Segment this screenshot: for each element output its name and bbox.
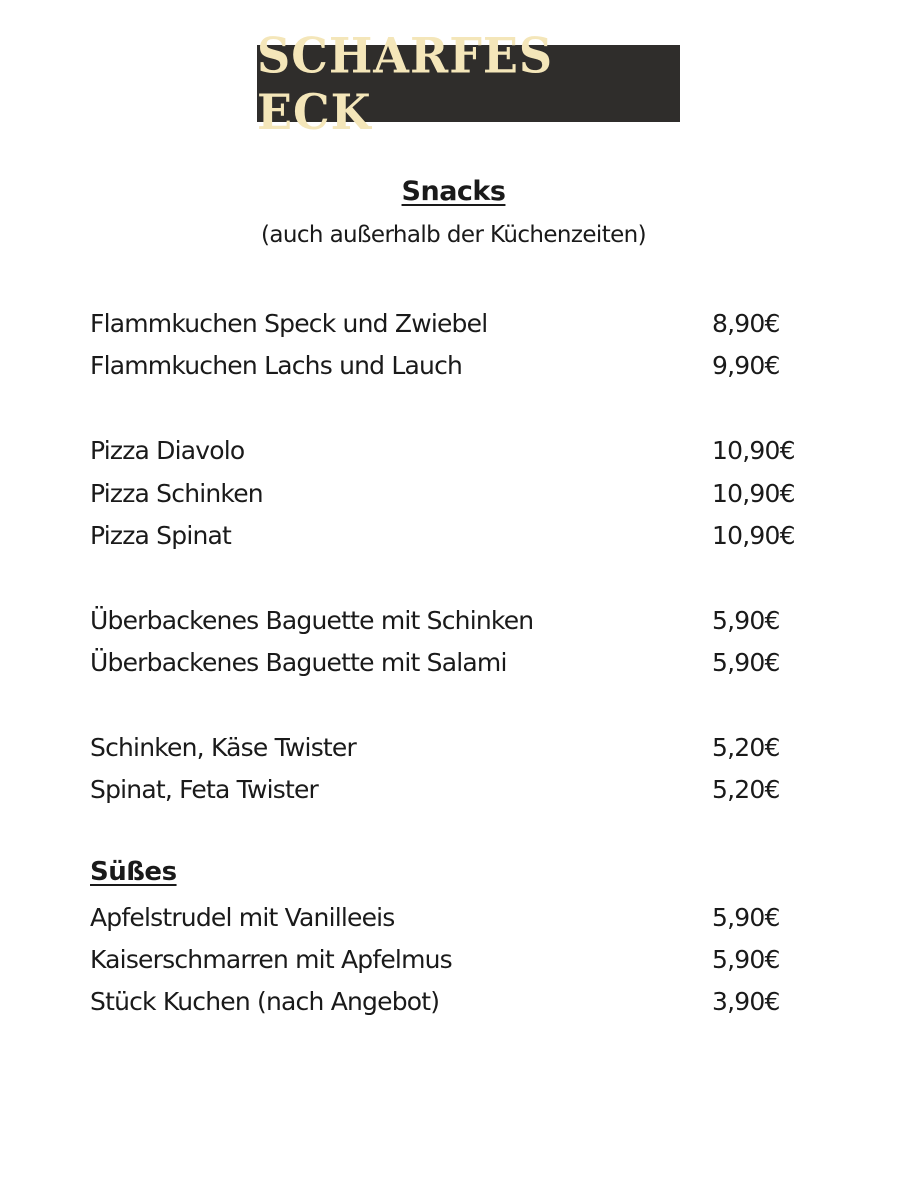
menu-item-price: 10,90€: [712, 520, 795, 550]
menu-item: [90, 516, 800, 554]
menu-item-price: 5,90€: [712, 605, 780, 635]
menu-item: [90, 898, 800, 936]
menu-item-price: 10,90€: [712, 478, 795, 508]
menu-item: [90, 601, 800, 639]
menu-item-name: Pizza Diavolo: [90, 435, 245, 465]
menu-item-name: Pizza Schinken: [90, 478, 263, 508]
menu-item: [90, 982, 800, 1020]
menu-item-name: Flammkuchen Speck und Zwiebel: [90, 308, 488, 338]
menu-item-name: Schinken, Käse Twister: [90, 732, 356, 762]
menu-item-price: 5,90€: [712, 944, 780, 974]
menu-item: [90, 474, 800, 512]
suesses-section-title: Süßes: [90, 857, 177, 887]
snacks-section-title: Snacks: [401, 176, 506, 207]
menu-item-price: 3,90€: [712, 986, 780, 1016]
menu-item-price: 5,20€: [712, 774, 780, 804]
menu-item-price: 5,20€: [712, 732, 780, 762]
logo-banner: [257, 26, 680, 141]
menu-item: [90, 304, 800, 342]
snacks-section-subtitle: (auch außerhalb der Küchenzeiten): [260, 222, 647, 248]
menu-item-price: 5,90€: [712, 902, 780, 932]
menu-item-name: Flammkuchen Lachs und Lauch: [90, 350, 463, 380]
menu-item-name: Spinat, Feta Twister: [90, 774, 319, 804]
menu-item-price: 5,90€: [712, 647, 780, 677]
menu-item-name: Apfelstrudel mit Vanilleeis: [90, 902, 395, 932]
menu-item: [90, 770, 800, 808]
menu-item-name: Stück Kuchen (nach Angebot): [90, 986, 440, 1016]
menu-item: [90, 643, 800, 681]
menu-item-name: Kaiserschmarren mit Apfelmus: [90, 944, 452, 974]
menu-item-price: 8,90€: [712, 308, 780, 338]
menu-item-name: Pizza Spinat: [90, 520, 232, 550]
logo-text: SCHARFES ECK: [257, 26, 554, 141]
menu-item-price: 10,90€: [712, 435, 795, 465]
menu-item-name: Überbackenes Baguette mit Salami: [90, 647, 507, 677]
menu-item: [90, 728, 800, 766]
menu-item-name: Überbackenes Baguette mit Schinken: [90, 605, 534, 635]
menu-item: [90, 431, 800, 469]
menu-item: [90, 346, 800, 384]
menu-item: [90, 940, 800, 978]
menu-item-price: 9,90€: [712, 350, 780, 380]
